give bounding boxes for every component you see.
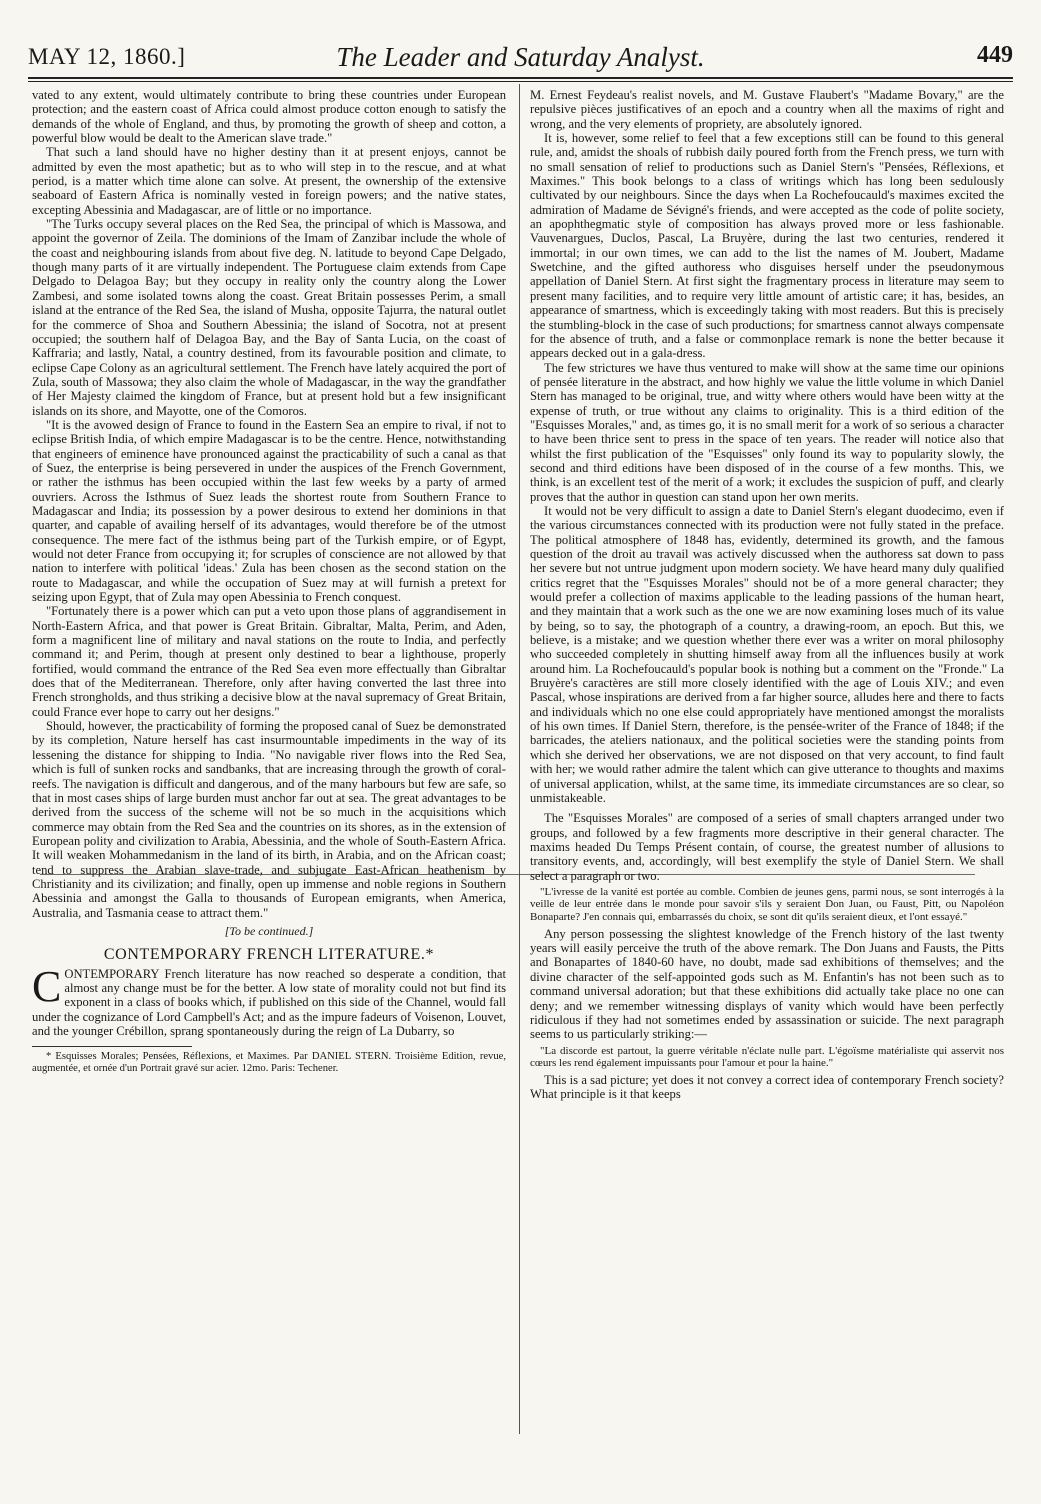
header-rule xyxy=(28,77,1013,79)
paragraph: It is, however, some relief to feel that a few exceptions still can be found to this general rule, and, amidst the shoals of rubbish daily poured forth from the French press, we turn with no small sensation of relief to productions such as Daniel Stern's "Pensées, Réflexions, et Maximes." This book belongs to a class of writings which has long been sedulously cultivated by our neighbours. Since the days when La Rochefoucauld's maximes excited the admiration of Madame de Sévigné's friends, and were accepted as the code of polite society, an apophthegmatic style of composition has always proved more or less fashionable. Vauvenargues, Duclos, Pascal, La Bruyère, during the last two centuries, rendered it immortal; in our own times, we can add to the list the names of M. Joubert, Madame Swetchine, and the gifted authoress who disguises herself under the pseudonymous appellation of Daniel Stern. At first sight the fragmentary process in literature may seem to present many facilities, and to require very little amount of artistic care; it has, besides, an appearance of smartness, which is exceedingly taking with most readers. But this is precisely the stumbling-block in the case of such productions; for smartness cannot always compensate for the absence of truth, and a false or commonplace remark is none the better because it appears decked out in a gala-dress. xyxy=(530,131,1004,361)
issue-date: MAY 12, 1860.] xyxy=(28,44,186,69)
article-opening xyxy=(32,961,506,1039)
quote-text: "L'ivresse de la vanité est portée au comble. Combien de jeunes gens, parmi nous, se sont interrogés à la veille de leur entrée dans le monde pour savoir s'ils y seraient Don Juan, ou Faust, Pitt, ou Napoléon Bonaparte? J'en connais qui, embarrassés du choix, se sont dit qu'ils seraient dieux, et l'ont essayé." xyxy=(530,885,1004,923)
article-opening-text: ONTEMPORARY French literature has now reached so desperate a condition, that almost any change must be for the better. A low state of morality could not but find its exponent in a class of books which, if published on this side of the Channel, would fall under the cognizance of Lord Campbell's Act; and as the impure fadeurs of Voisenon, Louvet, and the younger Crébillon, sprang spontaneously during the reign of La Dubarry, so xyxy=(32,966,506,1038)
paragraph: The "Esquisses Morales" are composed of a series of small chapters arranged under two groups, and followed by a few fragments more descriptive in their general character. The maxims headed Du Temps Présent contain, of course, the greatest number of allusions to transitory events, and, accordingly, will best exemplify the style of Daniel Stern. We shall select a paragraph or two. xyxy=(530,811,1004,883)
column-divider xyxy=(519,84,520,1434)
french-quote xyxy=(530,886,1004,923)
paragraph: It would not be very difficult to assign a date to Daniel Stern's elegant duodecimo, even if the various circumstances connected with its production were not fully stated in the preface. The political atmosphere of 1848 has, evidently, determined its growth, and the famous question of the droit au travail was actively discussed when the authoress sat down to pass her severe but not untrue judgment upon modern society. We have heard many duly qualified critics regret that the "Esquisses Morales" should not be of a more general character; they would prefer a collection of maxims applicable to the leading passions of the human heart, and they maintain that a work such as the one we are now examining loses much of its value by being, so to say, the photograph of a country, a drawing-room, an epoch. But this, we believe, is a mistake; and we question whether there ever was a writer on moral philosophy who succeeded completely in shutting himself away from all the influences busily at work around him. La Rochefoucauld's popular book is nothing but a comment on the "Fronde." La Bruyère's caractères are still more closely identified with the age of Louis XIV.; and even Pascal, whose inspirations are derived from a far higher source, alludes here and there to facts and individuals which no one else could appropriately have mentioned amongst the moralists of his own times. If Daniel Stern, therefore, is the pensée-writer of the France of 1848; if the barricades, the ateliers nationaux, and the political societies were the standing points from which she derived her observations, we are not disposed on that very account, to find fault with her; we would rather admire the talent which can give utterance to thoughts and maxims of universal application, whilst, at the same time, its immediate circumstances are so clear, so unmistakeable. xyxy=(530,503,1004,805)
quote-text: "La discorde est partout, la guerre véritable n'éclate nulle part. L'égoïsme matérialiste qui asservit nos cœurs les rend également impuissants pour l'amour et pour la haine." xyxy=(530,1044,1004,1069)
french-quote xyxy=(530,1045,1004,1070)
paragraph: The few strictures we have thus ventured to make will show at the same time our opinions of pensée literature in the abstract, and how highly we value the little volume in which Daniel Stern has managed to be original, true, and witty where others would have been witty at the expense of truth, or true without any claims to originality. This is a third edition of the "Esquisses Morales," and, as times go, it is no small merit for a work of so serious a character to have been thrice sent to press in the space of ten years. The reader will notice also that whilst the first publication of the "Esquisses" only found its way to popularity slowly, the second and third editions have been disposed of in the course of a few months. This, we think, is an excellent test of the merit of a work; it excludes the suspicion of puff, and clearly proves that the author in question can stand upon her own merits. xyxy=(530,360,1004,504)
footnote: * Esquisses Morales; Pensées, Réflexions, et Maximes. Par DANIEL STERN. Troisième Edition, revue, augmentée, et ornée d'un Portrait gravé sur acier. 12mo. Paris: Techener. xyxy=(32,1051,506,1075)
paragraph: "It is the avowed design of France to found in the Eastern Sea an empire to rival, if not to eclipse British India, of which empire Madagascar is to be the centre. Hence, notwithstanding that engineers of eminence have pronounced against the practicability of such a canal as that of Suez, the enterprise is being persevered in under the auspices of the French Government, or rather the isthmus has been occupied within the last few weeks by a party of armed ouvriers. Across the Isthmus of Suez leads the shortest route from Southern France to Madagascar and India; its possession by a power desirous to extend her dominions in that quarter, and capable of availing herself of its advantages, would therefore be of the utmost consequence. The mere fact of the isthmus being part of the Turkish empire, or of Egypt, would not deter France from occupying it; for scruples of conscience are not allowed by that nation to interfere with political 'ideas.' Zula has been chosen as the second station on the route to Madagascar, and while the occupation of Suez may at will furnish a pretext for seizing upon Egypt, that of Zula may open Abessinia to French conquest. xyxy=(32,417,506,605)
paragraph: Should, however, the practicability of forming the proposed canal of Suez be demonstrated by its completion, Nature herself has cast insurmountable impediments in the way of its lessening the distance for shipping to India. "No navigable river flows into the Red Sea, which is full of sunken rocks and sandbanks, that are increasing through the growth of coral-reefs. The navigation is difficult and dangerous, and of the many harbours but few are safe, so that in most cases ships of large burden must anchor far out at sea. The great advantages to be derived from the success of the scheme will not be so much in the acquisitions which commerce may obtain from the Red Sea and the countries on its shores, as in the extension of European polity and civilization to Arabia, Abessinia, and the whole of South-Eastern Africa. It will weaken Mohammedanism in the land of its birth, in Arabia, and on the African coast; tend to suppress the Arabian slave-trade, and subjugate East-African heathenism by Christianity and its civilization; and finally, open up immense and noble regions in Southern Abessinia and amongst the Galla to thousands of European emigrants, when America, Australia, and Tasmania cease to attract them." xyxy=(32,719,506,920)
paragraph: "The Turks occupy several places on the Red Sea, the principal of which is Massowa, and appoint the governor of Zeila. The dominions of the Imam of Zanzibar include the whole of the coast and neighbouring islands from about five deg. N. latitude to beyond Cape Delgado, though many parts of it are virtually independent. The Portuguese claim extends from Cape Delgado to Delagoa Bay; but they occupy in reality only the country along the Lower Zambesi, and some isolated towns along the coast. Great Britain possesses Perim, a small island at the entrance of the Red Sea, the island of Musha, opposite Tajurra, the natural outlet for the commerce of Shoa and Southern Abessinia; the island of Socotra, not at present occupied; the southern half of Delagoa Bay, and the Bay of Santa Lucia, on the coast of Kaffraria; and lastly, Natal, a country destined, from its favourable position and climate, to eclipse Cape Colony as an agricultural settlement. The French have lately acquired the port of Zula, south of Massowa; they also claim the whole of Madagascar, in the way the grandfather of Her Majesty claimed the kingdom of France, but at present hold but a few insignificant islands on its shore, and Mayotte, one of the Comoros. xyxy=(32,217,506,418)
footnote-rule xyxy=(32,1046,192,1047)
paragraph: This is a sad picture; yet does it not convey a correct idea of contemporary French society? What principle is it that keeps xyxy=(530,1073,1004,1102)
left-column xyxy=(32,88,506,1423)
paragraph: Any person possessing the slightest knowledge of the French history of the last twenty years will easily perceive the truth of the above remark. The Don Juans and Fausts, the Pitts and Bonapartes of 1840-60 have, no doubt, made sad exhibitions of themselves; and the divine character of the self-appointed gods such as M. Enfantin's has not been such as to command universal adoration; but that these exhibitions did actually take place no one can deny; and we remember witnessing displays of vanity which would have been perfectly ridiculous if they had not sometimes ended by assassination or suicide. The next paragraph seems to us particularly striking:— xyxy=(530,926,1004,1042)
paragraph: "Fortunately there is a power which can put a veto upon those plans of aggrandisement in North-Eastern Africa, and that power is Great Britain. Gibraltar, Malta, Perim, and Aden, form a magnificent line of military and naval stations on the route to India, and perfectly command it; and Perim, though at present only destined to bear a lighthouse, properly fortified, would command the entrance of the Red Sea even more effectually than Gibraltar does that of the Mediterranean. Therefore, only after having converted the last three into French strongholds, and thus striking a decisive blow at the naval supremacy of Great Britain, could France ever hope to carry out her designs." xyxy=(32,604,506,719)
right-column xyxy=(530,88,1004,1423)
header-rule-thin xyxy=(28,81,1013,82)
paragraph: vated to any extent, would ultimately contribute to bring these countries under European protection; and the eastern coast of Africa could almost produce cotton enough to satisfy the demands of the whole of England, and thus, by promoting the growth of sheep and cotton, a powerful blow would be dealt to the American slave trade." xyxy=(32,88,506,146)
drop-cap: C xyxy=(32,961,62,1011)
page-number: 449 xyxy=(977,42,1013,68)
paragraph: That such a land should have no higher destiny than it at present enjoys, cannot be admitted by even the most apathetic; but as to who will step in to the rescue, and at what period, is a matter which time alone can solve. At present, the ownership of the extensive seaboard of Eastern Africa is nominally vested in foreign powers; and the native states, excepting Abessinia and Madagascar, are of little or no importance. xyxy=(32,145,506,217)
page-header xyxy=(28,40,1013,80)
continued-note: [To be continued.] xyxy=(224,923,314,938)
publication-title: The Leader and Saturday Analyst. xyxy=(336,42,705,72)
article-title: CONTEMPORARY FRENCH LITERATURE.* xyxy=(103,946,435,964)
paragraph: M. Ernest Feydeau's realist novels, and M. Gustave Flaubert's "Madame Bovary," are the repulsive pièces justificatives of an epoch and a country when all the maxims of right and wrong, and the very elements of propriety, are absolutely ignored. xyxy=(530,88,1004,131)
